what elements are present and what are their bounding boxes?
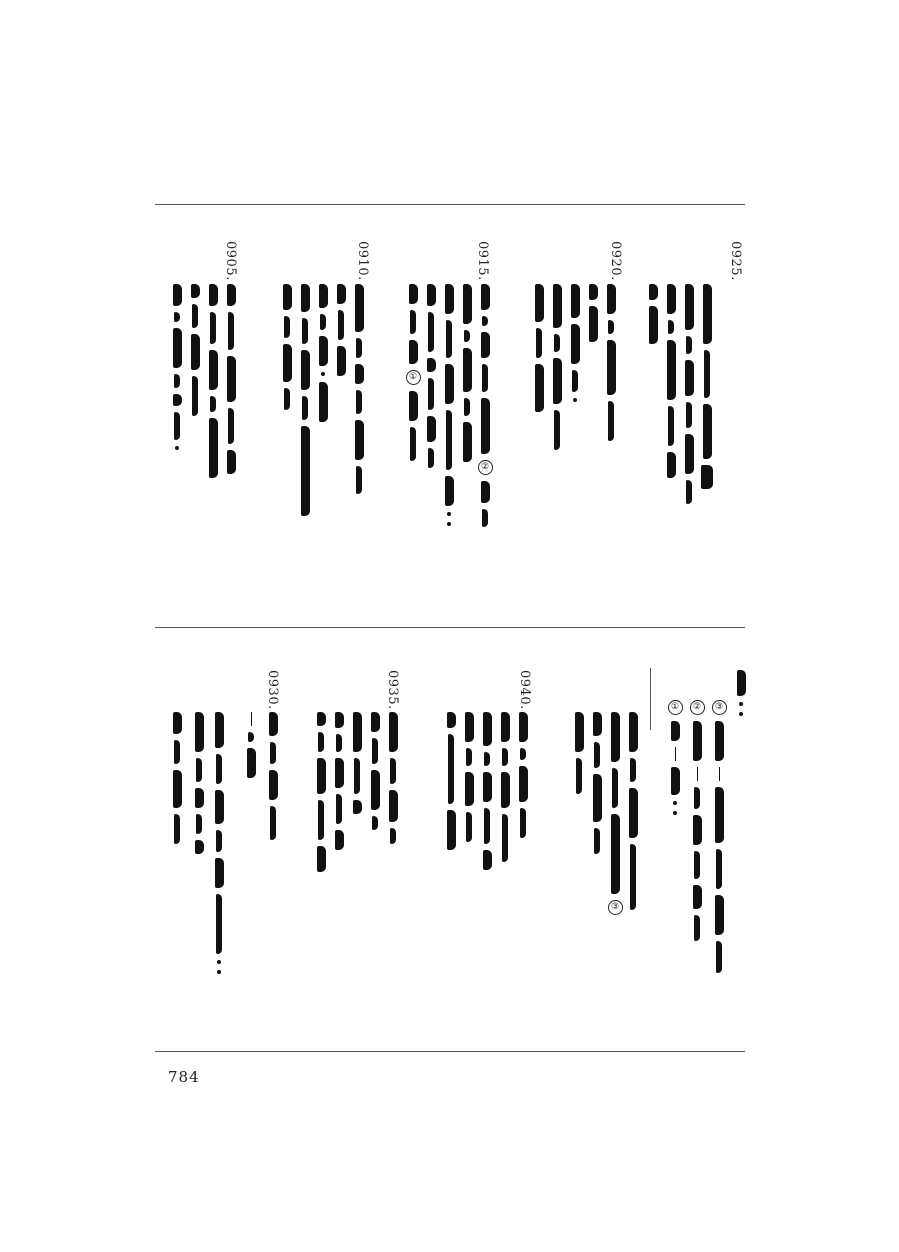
footnote-rule	[650, 668, 651, 730]
mongolian-text-column	[532, 284, 546, 412]
footnote	[690, 700, 704, 941]
mongolian-text-column	[604, 284, 618, 441]
mongolian-text-column	[266, 712, 280, 840]
mongolian-text-column	[386, 712, 400, 844]
mongolian-text-column	[332, 712, 346, 850]
mongolian-text-column	[206, 284, 220, 478]
mongolian-text-column	[460, 284, 474, 462]
mongolian-text-column	[280, 284, 294, 410]
footnote-marker: ②	[690, 700, 705, 715]
mongolian-text-column	[192, 712, 206, 854]
mongolian-text-column	[424, 284, 438, 468]
mongolian-text-column	[170, 712, 184, 844]
mongolian-text-column	[664, 284, 678, 478]
footnote-marker: ①	[668, 700, 683, 715]
mongolian-text-column	[498, 712, 512, 862]
mongolian-text-column	[350, 712, 364, 814]
mongolian-text-column	[298, 284, 312, 516]
line-number: 0920.	[608, 241, 623, 281]
bottom-rule	[155, 1051, 745, 1052]
mongolian-text-column	[568, 284, 582, 402]
mongolian-text-column	[314, 712, 328, 872]
dash	[697, 767, 698, 781]
mongolian-text-column	[478, 284, 492, 527]
mongolian-text-column	[572, 712, 586, 794]
mongolian-text-column	[224, 284, 238, 474]
mongolian-text-column	[516, 712, 530, 838]
footnote	[668, 700, 682, 815]
mongolian-text-column	[316, 284, 330, 422]
page-number: 784	[168, 1068, 200, 1086]
mongolian-text-column	[590, 712, 604, 854]
footnote-marker: ①	[406, 370, 421, 385]
mongolian-text-column	[646, 284, 660, 344]
mongolian-text-column	[586, 284, 600, 342]
line-number: 0925.	[728, 241, 743, 281]
mongolian-text-column	[462, 712, 476, 842]
line-number: 0940.	[517, 670, 532, 710]
mongolian-text-column	[700, 284, 714, 489]
footnote-marker: ③	[608, 900, 623, 915]
mongolian-text-column	[480, 712, 494, 870]
mongolian-text-column	[442, 284, 456, 526]
line-number: 0930.	[265, 670, 280, 710]
top-rule	[155, 204, 745, 205]
line-number: 0935.	[385, 670, 400, 710]
middle-rule	[155, 627, 745, 628]
mongolian-text-column	[550, 284, 564, 450]
footnote-text-column	[734, 670, 748, 716]
footnote	[712, 700, 726, 973]
mongolian-text-column	[682, 284, 696, 504]
mongolian-text-column	[368, 712, 382, 830]
mongolian-text-column	[188, 284, 202, 416]
mongolian-text-column	[352, 284, 366, 494]
footnote-marker: ②	[478, 460, 493, 475]
mongolian-text-column	[626, 712, 640, 910]
mongolian-text-column	[170, 284, 184, 450]
line-number: 0910.	[355, 241, 370, 281]
mongolian-text-column	[608, 712, 622, 915]
footnote-marker: ③	[712, 700, 727, 715]
line-number: 0915.	[475, 241, 490, 281]
mongolian-text-column	[334, 284, 348, 376]
mongolian-text-column	[244, 712, 258, 778]
mongolian-text-column	[406, 284, 420, 461]
mongolian-text-column	[212, 712, 226, 974]
line-number: 0905.	[223, 241, 238, 281]
mongolian-text-column	[444, 712, 458, 850]
